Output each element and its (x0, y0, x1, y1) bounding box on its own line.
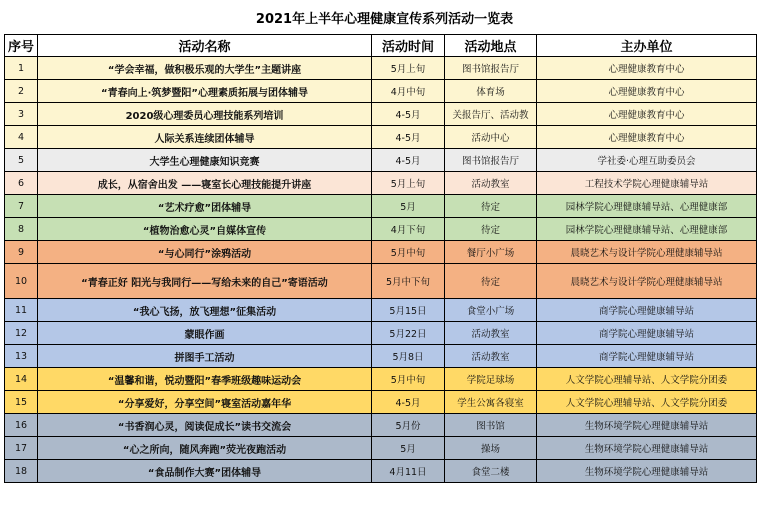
cell-activity-time: 5月中旬 (372, 368, 445, 391)
table-row (5, 322, 757, 345)
table-row (5, 172, 757, 195)
table-header-row (5, 35, 757, 57)
cell-activity-time: 4-5月 (372, 103, 445, 126)
cell-host-unit: 心理健康教育中心 (537, 103, 757, 126)
table-row (5, 299, 757, 322)
cell-activity-name: “我心飞扬，放飞理想”征集活动 (38, 299, 372, 322)
activity-table (4, 34, 757, 483)
cell-number: 16 (5, 414, 38, 437)
cell-activity-time: 4月中旬 (372, 80, 445, 103)
cell-activity-time: 4-5月 (372, 126, 445, 149)
cell-activity-name: “食品制作大赛”团体辅导 (38, 460, 372, 483)
cell-activity-name: 蒙眼作画 (38, 322, 372, 345)
table-row (5, 126, 757, 149)
table-row (5, 195, 757, 218)
cell-host-unit: 晨晓艺术与设计学院心理健康辅导站 (537, 264, 757, 299)
cell-activity-place: 操场 (445, 437, 537, 460)
cell-activity-time: 5月 (372, 437, 445, 460)
table-body (5, 57, 757, 483)
cell-number: 3 (5, 103, 38, 126)
cell-host-unit: 生物环境学院心理健康辅导站 (537, 414, 757, 437)
header-activity-place: 活动地点 (445, 35, 537, 57)
cell-host-unit: 商学院心理健康辅导站 (537, 299, 757, 322)
table-row (5, 345, 757, 368)
header-host-unit: 主办单位 (537, 35, 757, 57)
cell-activity-name: 人际关系连续团体辅导 (38, 126, 372, 149)
cell-activity-place: 食堂小广场 (445, 299, 537, 322)
cell-activity-name: “书香润心灵，阅读促成长”读书交流会 (38, 414, 372, 437)
cell-activity-time: 5月22日 (372, 322, 445, 345)
cell-activity-time: 5月上旬 (372, 57, 445, 80)
cell-host-unit: 晨晓艺术与设计学院心理健康辅导站 (537, 241, 757, 264)
cell-number: 2 (5, 80, 38, 103)
cell-number: 11 (5, 299, 38, 322)
cell-number: 4 (5, 126, 38, 149)
cell-activity-place: 待定 (445, 218, 537, 241)
cell-number: 9 (5, 241, 38, 264)
cell-host-unit: 生物环境学院心理健康辅导站 (537, 437, 757, 460)
cell-number: 12 (5, 322, 38, 345)
table-row (5, 149, 757, 172)
cell-activity-place: 餐厅小广场 (445, 241, 537, 264)
table-row (5, 218, 757, 241)
cell-activity-place: 活动教室 (445, 322, 537, 345)
document-title: 2021年上半年心理健康宣传系列活动一览表 (255, 12, 514, 27)
cell-activity-place: 体育场 (445, 80, 537, 103)
cell-host-unit: 人文学院心理辅导站、人文学院分团委 (537, 391, 757, 414)
cell-activity-time: 5月 (372, 195, 445, 218)
table-row (5, 241, 757, 264)
cell-host-unit: 园林学院心理健康辅导站、心理健康部 (537, 195, 757, 218)
cell-number: 7 (5, 195, 38, 218)
cell-activity-time: 4-5月 (372, 149, 445, 172)
cell-number: 18 (5, 460, 38, 483)
cell-activity-place: 待定 (445, 195, 537, 218)
cell-activity-time: 4月下旬 (372, 218, 445, 241)
cell-activity-name: “温馨和谐，悦动暨阳”春季班级趣味运动会 (38, 368, 372, 391)
cell-host-unit: 人文学院心理辅导站、人文学院分团委 (537, 368, 757, 391)
cell-number: 17 (5, 437, 38, 460)
cell-activity-name: “学会幸福，做积极乐观的大学生”主题讲座 (38, 57, 372, 80)
cell-host-unit: 心理健康教育中心 (537, 80, 757, 103)
table-row (5, 414, 757, 437)
cell-activity-place: 活动教室 (445, 345, 537, 368)
cell-number: 13 (5, 345, 38, 368)
cell-activity-place: 图书馆 (445, 414, 537, 437)
cell-activity-name: “艺术疗愈”团体辅导 (38, 195, 372, 218)
cell-activity-place: 学生公寓各寝室 (445, 391, 537, 414)
cell-activity-time: 5月上旬 (372, 172, 445, 195)
table-row (5, 103, 757, 126)
cell-activity-name: 成长，从宿舍出发 ——寝室长心理技能提升讲座 (38, 172, 372, 195)
cell-activity-place: 待定 (445, 264, 537, 299)
cell-host-unit: 商学院心理健康辅导站 (537, 345, 757, 368)
cell-activity-name: “分享爱好，分享空间”寝室活动嘉年华 (38, 391, 372, 414)
cell-activity-time: 5月份 (372, 414, 445, 437)
table-row (5, 57, 757, 80)
cell-activity-time: 5月中旬 (372, 241, 445, 264)
cell-number: 6 (5, 172, 38, 195)
cell-host-unit: 工程技术学院心理健康辅导站 (537, 172, 757, 195)
cell-activity-time: 4月11日 (372, 460, 445, 483)
cell-activity-name: 2020级心理委员心理技能系列培训 (38, 103, 372, 126)
cell-host-unit: 学社委·心理互助委员会 (537, 149, 757, 172)
table-row (5, 368, 757, 391)
table-row (5, 391, 757, 414)
cell-activity-place: 学院足球场 (445, 368, 537, 391)
header-activity-time: 活动时间 (372, 35, 445, 57)
cell-activity-name: 拼图手工活动 (38, 345, 372, 368)
cell-host-unit: 心理健康教育中心 (537, 126, 757, 149)
cell-activity-place: 图书馆报告厅 (445, 149, 537, 172)
cell-activity-place: 食堂二楼 (445, 460, 537, 483)
cell-activity-time: 5月15日 (372, 299, 445, 322)
cell-activity-time: 5月8日 (372, 345, 445, 368)
cell-activity-place: 活动教室 (445, 172, 537, 195)
cell-activity-time: 5月中下旬 (372, 264, 445, 299)
cell-host-unit: 生物环境学院心理健康辅导站 (537, 460, 757, 483)
table-row (5, 80, 757, 103)
cell-activity-name: “心之所向，随风奔跑”荧光夜跑活动 (38, 437, 372, 460)
cell-activity-name: “青春向上·筑梦暨阳”心理素质拓展与团体辅导 (38, 80, 372, 103)
cell-host-unit: 心理健康教育中心 (537, 57, 757, 80)
cell-activity-name: “与心同行”涂鸦活动 (38, 241, 372, 264)
cell-host-unit: 商学院心理健康辅导站 (537, 322, 757, 345)
cell-number: 8 (5, 218, 38, 241)
table-row (5, 437, 757, 460)
cell-activity-place: 活动中心 (445, 126, 537, 149)
cell-number: 5 (5, 149, 38, 172)
header-activity-name: 活动名称 (38, 35, 372, 57)
table-row (5, 460, 757, 483)
cell-activity-name: “植物治愈心灵”自媒体宣传 (38, 218, 372, 241)
cell-number: 14 (5, 368, 38, 391)
cell-host-unit: 园林学院心理健康辅导站、心理健康部 (537, 218, 757, 241)
cell-activity-time: 4-5月 (372, 391, 445, 414)
cell-number: 1 (5, 57, 38, 80)
table-row (5, 264, 757, 299)
cell-activity-place: 图书馆报告厅 (445, 57, 537, 80)
cell-activity-place: 关报告厅、活动教 (445, 103, 537, 126)
cell-activity-name: “青春正好 阳光与我同行——写给未来的自己”寄语活动 (38, 264, 372, 299)
cell-activity-name: 大学生心理健康知识竞赛 (38, 149, 372, 172)
cell-number: 10 (5, 264, 38, 299)
cell-number: 15 (5, 391, 38, 414)
header-number: 序号 (5, 35, 38, 57)
